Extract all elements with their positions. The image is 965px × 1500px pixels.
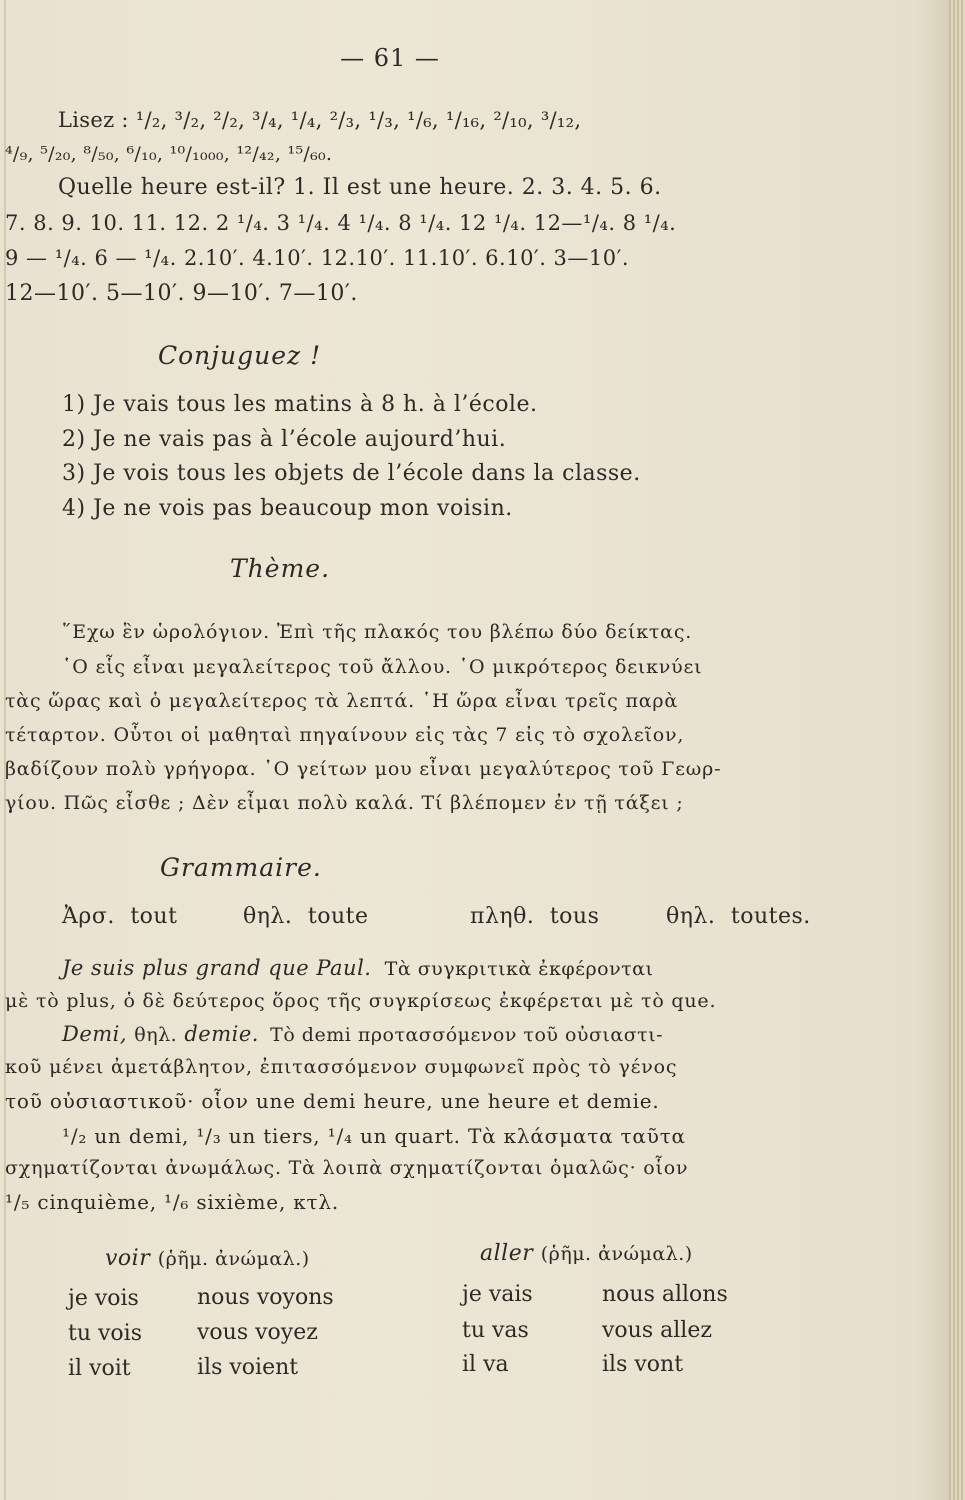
voir-plural-1: nous voyons <box>197 1285 334 1310</box>
aller-plural-1: nous allons <box>602 1282 728 1307</box>
comparative-example: Je suis plus grand que Paul. <box>62 956 372 980</box>
demie-word: demie. <box>184 1022 259 1046</box>
aller-verb: aller <box>480 1241 534 1266</box>
conjuguez-item-4: 4) Je ne vois pas beaucoup mon voisin. <box>62 496 513 521</box>
demi-word: Demi, <box>62 1022 128 1046</box>
grammar-p2-line-2: κοῦ μένει ἀμετάβλητον, ἐπιτασσόμενον συμφωνεῖ πρὸς τὸ γένος <box>5 1056 678 1078</box>
theme-heading: Thème. <box>230 554 331 583</box>
aller-singular-1: je vais <box>462 1282 533 1307</box>
quelle-heure-line-3: 9 — ¹/₄. 6 — ¹/₄. 2.10′. 4.10′. 12.10′. 11.10′. 6.10′. 3—10′. <box>5 246 630 270</box>
thel2-word: toutes. <box>730 904 811 929</box>
conjuguez-item-2: 2) Je ne vais pas à l’école aujourd’hui. <box>62 427 507 452</box>
aller-singular-2: tu vas <box>462 1318 529 1343</box>
arsen-word: tout <box>130 904 178 929</box>
voir-plural-2: vous voyez <box>197 1320 318 1345</box>
grammar-p3-line-1: ¹/₂ un demi, ¹/₃ un tiers, ¹/₄ un quart. Τὰ κλάσματα ταῦτα <box>62 1124 686 1148</box>
quelle-heure-line-1: Quelle heure est-il? 1. Il est une heure. 2. 3. 4. 5. 6. <box>58 175 662 200</box>
thel2-label: θηλ. <box>666 904 716 929</box>
plith-label: πληθ. <box>470 904 535 929</box>
thel-label: θηλ. <box>243 904 293 929</box>
page-edge <box>949 0 965 1500</box>
conjuguez-heading: Conjuguez ! <box>158 341 322 370</box>
quelle-heure-line-2: 7. 8. 9. 10. 11. 12. 2 ¹/₄. 3 ¹/₄. 4 ¹/₄. 8 ¹/₄. 12 ¹/₄. 12—¹/₄. 8 ¹/₄. <box>5 211 677 235</box>
voir-plural-3: ils voient <box>197 1355 299 1380</box>
grammar-p3-line-3: ¹/₅ cinquième, ¹/₆ sixième, κτλ. <box>5 1190 340 1214</box>
theme-line-1: ῞Εχω ἓν ὡρολόγιον. Ἐπὶ τῆς πλακός του βλέπω δύο δείκτας. <box>62 621 693 643</box>
grammar-p1-line-1 <box>62 956 653 980</box>
grammar-form-thel2 <box>666 904 811 929</box>
grammar-p2-line-3: τοῦ οὐσιαστικοῦ· οἷον une demi heure, une heure et demie. <box>5 1089 660 1113</box>
comparative-note: Τὰ συγκριτικὰ ἐκφέρονται <box>384 958 654 980</box>
lisez-line-1: Lisez : ¹/₂, ³/₂, ²/₂, ³/₄, ¹/₄, ²/₃, ¹/₃, ¹/₆, ¹/₁₆, ²/₁₀, ³/₁₂, <box>58 108 582 132</box>
voir-singular-2: tu vois <box>68 1321 143 1346</box>
grammar-form-plith <box>470 904 599 929</box>
arsen-label: Ἀρσ. <box>62 904 115 929</box>
theme-line-4: τέταρτον. Οὗτοι οἱ μαθηταὶ πηγαίνουν εἰς τὰς 7 εἰς τὸ σχολεῖον, <box>5 724 685 746</box>
grammaire-heading: Grammaire. <box>160 853 322 882</box>
voir-heading <box>105 1246 310 1271</box>
demi-note: Τὸ demi προτασσόμενον τοῦ οὐσιαστι- <box>270 1024 664 1046</box>
plith-word: tous <box>549 904 600 929</box>
voir-singular-1: je vois <box>68 1286 139 1311</box>
theme-line-5: βαδίζουν πολὺ γρήγορα. ῾Ο γείτων μου εἶναι μεγαλύτερος τοῦ Γεωρ- <box>5 758 722 780</box>
quelle-heure-line-4: 12—10′. 5—10′. 9—10′. 7—10′. <box>5 281 358 306</box>
voir-singular-3: il voit <box>68 1356 131 1381</box>
theme-line-3: τὰς ὥρας καὶ ὁ μεγαλείτερος τὰ λεπτά. ῾Η ὥρα εἶναι τρεῖς παρὰ <box>5 690 678 712</box>
thel-word: toute <box>307 904 369 929</box>
grammar-p1-line-2: μὲ τὸ plus, ὁ δὲ δεύτερος ὅρος τῆς συγκρίσεως ἐκφέρεται μὲ τὸ que. <box>5 990 717 1012</box>
demi-label: θηλ. <box>134 1024 178 1046</box>
theme-line-6: γίου. Πῶς εἶσθε ; Δὲν εἶμαι πολὺ καλά. Τί βλέπομεν ἐν τῇ τάξει ; <box>5 792 684 814</box>
aller-note: (ῥῆμ. ἀνώμαλ.) <box>540 1243 693 1265</box>
aller-plural-3: ils vont <box>602 1352 684 1377</box>
grammar-p2-line-1 <box>62 1022 663 1046</box>
theme-line-2: ῾Ο εἷς εἶναι μεγαλείτερος τοῦ ἄλλου. ῾Ο μικρότερος δεικνύει <box>62 656 703 678</box>
page-number: — 61 — <box>340 44 440 72</box>
grammar-p3-line-2: σχηματίζονται ἀνωμάλως. Τὰ λοιπὰ σχηματίζονται ὁμαλῶς· οἷον <box>5 1157 689 1179</box>
grammar-form-arsen <box>62 904 177 929</box>
conjuguez-item-1: 1) Je vais tous les matins à 8 h. à l’école. <box>62 392 538 417</box>
voir-verb: voir <box>105 1246 151 1271</box>
conjuguez-item-3: 3) Je vois tous les objets de l’école dans la classe. <box>62 461 641 486</box>
aller-heading <box>480 1241 693 1266</box>
grammar-form-thel <box>243 904 369 929</box>
aller-plural-2: vous allez <box>602 1318 712 1343</box>
lisez-line-2: ⁴/₉, ⁵/₂₀, ⁸/₅₀, ⁶/₁₀, ¹⁰/₁₀₀₀, ¹²/₄₂, ¹⁵/₆₀. <box>5 143 333 165</box>
aller-singular-3: il va <box>462 1352 509 1377</box>
voir-note: (ῥῆμ. ἀνώμαλ.) <box>157 1248 310 1270</box>
